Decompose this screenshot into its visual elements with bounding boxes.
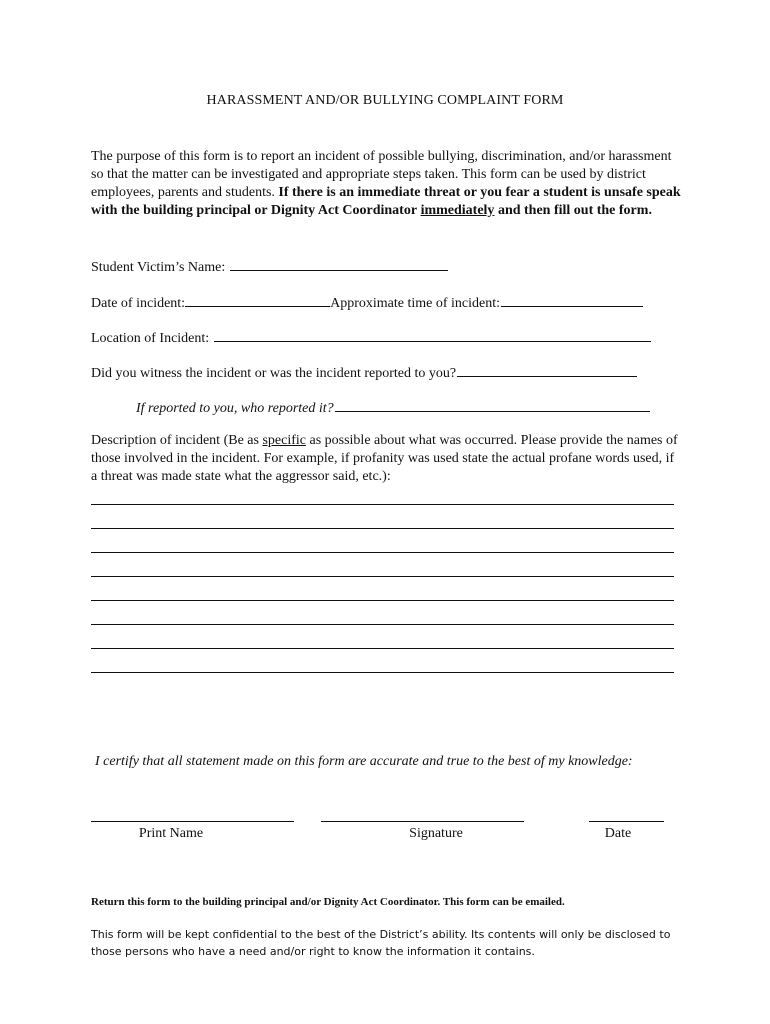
description-label: [91, 432, 683, 486]
location-field[interactable]: [214, 327, 651, 342]
confidentiality-notice: This form will be kept confidential to the best of the District’s ability. Its contents will only be disclosed to those persons who have a need and/or right to know the information it contains.: [91, 928, 671, 958]
print-name-field[interactable]: [91, 821, 294, 822]
location-row: [91, 327, 651, 347]
date-signed-field[interactable]: [589, 821, 664, 822]
reported-by-label: If reported to you, who reported it?: [136, 401, 334, 416]
date-signed-label: Date: [604, 826, 632, 841]
intro-warning: If there is an immediate threat or you fear a student is unsafe speak with the building principal or Dignity Act Coordinator: [91, 185, 681, 218]
victim-name-label: Student Victim’s Name:: [91, 260, 226, 275]
signature-field[interactable]: [321, 821, 524, 822]
witness-row: [91, 362, 637, 382]
description-line: [91, 504, 674, 505]
description-line: [91, 552, 674, 553]
location-label: Location of Incident:: [91, 331, 210, 346]
approx-time-label: Approximate time of incident:: [330, 296, 500, 311]
description-label-specific: specific: [262, 433, 306, 448]
witness-label: Did you witness the incident or was the incident reported to you?: [91, 366, 457, 381]
description-label-start: Description of incident (Be as: [91, 433, 259, 448]
description-line: [91, 600, 674, 601]
witness-field[interactable]: [457, 362, 637, 377]
intro-text: The purpose of this form is to report an incident of possible bullying, discrimination, and/or harassment so that the matter can be investigated and appropriate steps taken. This form can be used by district employees, parents and students.: [91, 149, 672, 200]
date-time-row: [91, 292, 643, 312]
victim-name-row: [91, 256, 448, 276]
description-line: [91, 576, 674, 577]
description-line: [91, 648, 674, 649]
form-title: HARASSMENT AND/OR BULLYING COMPLAINT FORM: [206, 93, 564, 108]
reported-by-row: [136, 397, 650, 417]
intro-warning-end: and then fill out the form.: [497, 203, 652, 218]
date-of-incident-field[interactable]: [185, 292, 330, 307]
return-instructions: Return this form to the building principal and/or Dignity Act Coordinator. This form can be emailed.: [91, 896, 565, 908]
description-line: [91, 672, 674, 673]
description-line: [91, 624, 674, 625]
approx-time-field[interactable]: [501, 292, 643, 307]
certification-statement: I certify that all statement made on this form are accurate and true to the best of my knowledge:: [95, 754, 633, 769]
reported-by-field[interactable]: [335, 397, 650, 412]
intro-warning-immediately: immediately: [420, 203, 495, 218]
description-label-end: as possible about what was occurred. Please provide the names of those involved in the incident. For example, if profanity was used state the actual profane words used, if a threat was made state what the aggressor said, etc.):: [91, 433, 678, 484]
intro-paragraph: [91, 148, 683, 220]
description-line: [91, 528, 674, 529]
date-of-incident-label: Date of incident:: [91, 296, 186, 311]
signature-label: Signature: [409, 826, 463, 841]
victim-name-field[interactable]: [230, 256, 448, 271]
print-name-label: Print Name: [138, 826, 204, 841]
